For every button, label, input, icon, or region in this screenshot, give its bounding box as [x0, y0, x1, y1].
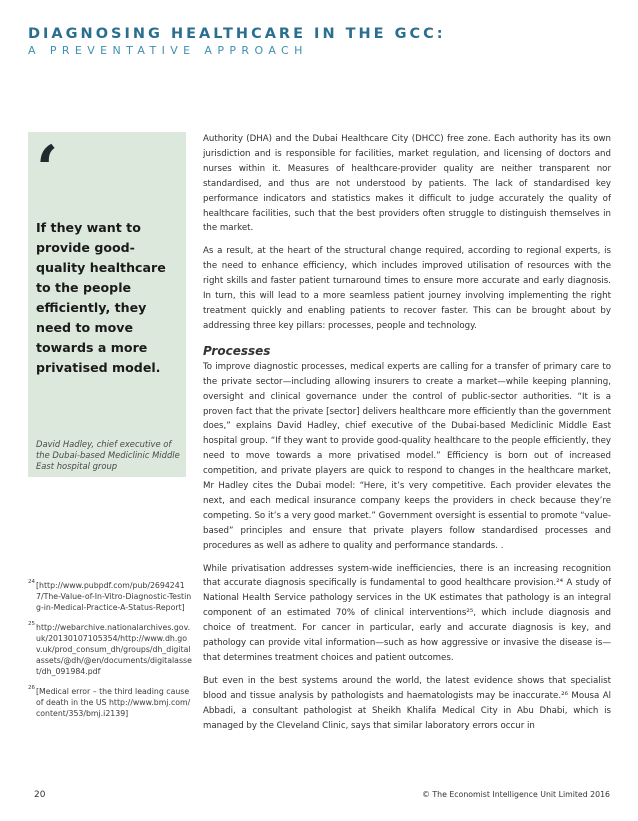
quote-mark-icon: ‘ — [36, 132, 59, 207]
body-paragraph: To improve diagnostic processes, medical experts are calling for a transfer of primary care to the private sector—including allowing insurers to create a market—while keeping planning, oversight and clinical governance under the control of public-sector authorities. “It is a proven fact that the private [sector] delivers healthcare more efficiently than the government does,” explains David Hadley, chief executive of the Dubai-based Mediclinic Middle East hospital group. “If they want to provide good-quality healthcare to the people efficiently, they need to move towards a more privatised model.” Efficiency is born out of increased competition, and private players are quick to respond to changes in the healthcare market, Mr Hadley cites the Dubai model: “Here, it’s very competitive. Each provider elevates the next, and each medical insurance company keeps the providers in check because they’re competing. So it’s a very good market.” Government oversight is essential to promote “value-based” principles and ensure that private players follow standardised processes and procedures as well as adhere to quality and performance standards. . — [203, 361, 611, 551]
body-paragraph: Authority (DHA) and the Dubai Healthcare City (DHCC) free zone. Each authority has its own jurisdiction and is responsible for facilities, market regulation, and licensing of doctors and nurses within it. Measures of healthcare-provider quality are neither transparent nor standardised, and thus are not understood by patients. The lack of standardised key performance indicators and statistics makes it difficult to judge accurately the quality of healthcare facilities, such that the best providers often struggle to distinguish themselves in the market. — [203, 134, 611, 234]
footnote-text[interactable]: [http://www.pubpdf.com/pub/26942417/The-Value-of-In-Vitro-Diagnostic-Testing-in-Medical-Practice-A-Status-Report] — [36, 581, 192, 612]
footnote-number: 24 — [28, 579, 35, 585]
footnote-number: 25 — [28, 621, 35, 627]
footnote-text[interactable]: http://webarchive.nationalarchives.gov.uk/20130107105354/http://www.dh.gov.uk/prod_consum_dh/groups/dh_digitalassets/@dh/@en/documents/digitalasset/dh_091984.pdf — [36, 623, 192, 676]
page-number: 20 — [34, 790, 46, 800]
report-title: DIAGNOSING HEALTHCARE IN THE GCC: — [28, 26, 446, 42]
report-subtitle: A PREVENTATIVE APPROACH — [28, 44, 308, 57]
page-header — [28, 26, 446, 58]
pull-quote-box — [28, 132, 186, 477]
pull-quote-text: If they want to provide good-quality healthcare to the people efficiently, they need to move towards a more privatised model. — [36, 220, 166, 375]
footnote-text[interactable]: [Medical error – the third leading cause of death in the US http://www.bmj.com/content/353/bmj.i2139] — [36, 687, 191, 718]
body-paragraph: But even in the best systems around the world, the latest evidence shows that specialist blood and tissue analysis by pathologists and haematologists may be inaccurate.²⁶ Mousa Al Abbadi, a consultant pathologist at Sheikh Khalifa Medical City in Abu Dhabi, which is managed by the Cleveland Clinic, says that similar laboratory errors occur in — [203, 675, 611, 731]
footnote — [28, 580, 192, 613]
body-paragraph: While privatisation addresses system-wide inefficiencies, there is an increasing recognition that accurate diagnosis specifically is fundamental to good healthcare provision.²⁴ A study of National Health Service pathology services in the UK estimates that pathology is an integral component of an estimated 70% of clinical interventions²⁵, which include diagnosis and choice of treatment. For cancer in particular, early and accurate diagnosis is key, and pathology can provide vital information—such as how aggressive or invasive the disease is—that determines treatment choices and patient outcomes. — [203, 563, 611, 663]
main-text-column — [203, 132, 611, 742]
footnote — [28, 622, 192, 677]
section-heading: Processes — [203, 343, 271, 358]
copyright-notice: © The Economist Intelligence Unit Limited 2016 — [422, 790, 610, 799]
footnote-number: 26 — [28, 685, 35, 691]
footnotes — [28, 580, 192, 728]
pull-quote-attribution: David Hadley, chief executive of the Dubai-based Mediclinic Middle East hospital group — [36, 439, 180, 471]
body-paragraph: As a result, at the heart of the structural change required, according to regional experts, is the need to enhance efficiency, which includes improved utilisation of resources with the right skills and faster patient turnaround times to ensure more accurate and early diagnosis. In turn, this will lead to a more seamless patient journey involving implementing the right treatment quickly and enabling patients to recover faster. This can be brought about by addressing three key pillars: processes, people and technology. — [203, 246, 611, 331]
footnote — [28, 686, 192, 719]
